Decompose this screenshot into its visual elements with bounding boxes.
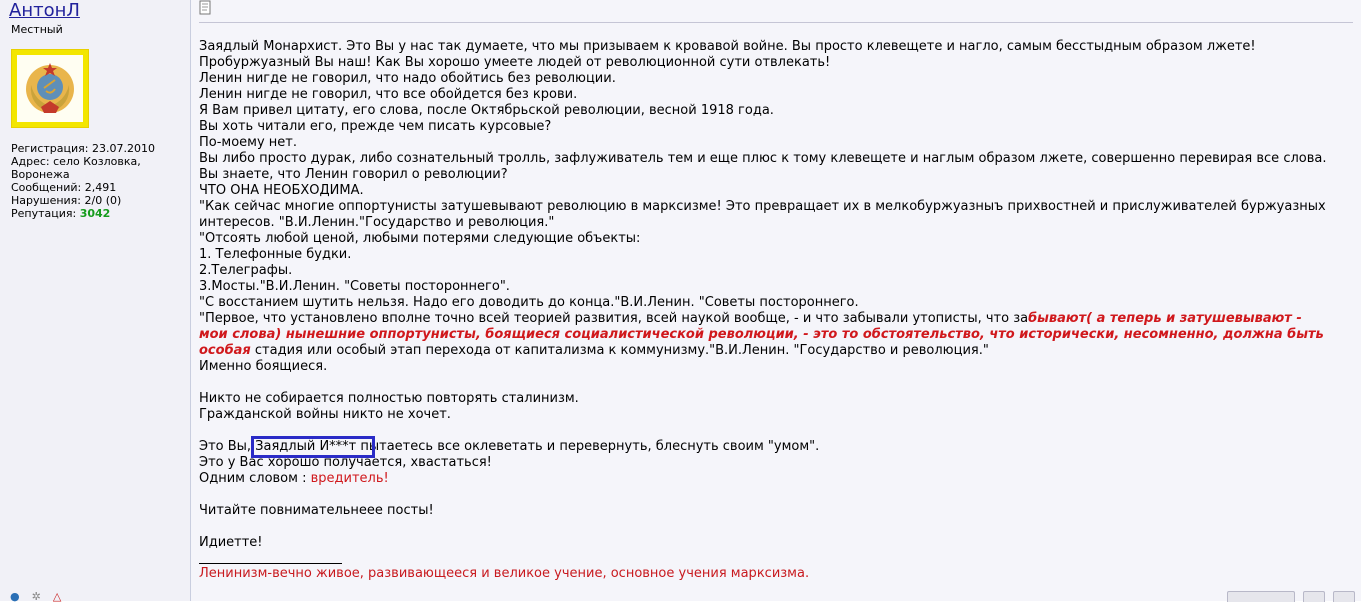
one-word-red: вредитель! xyxy=(310,471,389,486)
address-line-1: Адрес: село Козловка, xyxy=(11,155,141,168)
message-line: Пробуржуазный Вы наш! Как Вы хорошо умеете людей от революционной сути отвлекать! xyxy=(199,55,831,70)
message-line: "Отсоять любой ценой, любыми потерями следующие объекты: xyxy=(199,231,641,246)
online-status-icon[interactable]: ● xyxy=(10,590,20,603)
message-count: Сообщений: 2,491 xyxy=(11,181,117,194)
violations: Нарушения: 2/0 (0) xyxy=(11,194,122,207)
message-line: Это Вы, Заядлый И***т пытаетесь все оклеветать и перевернуть, блеснуть своим "умом". xyxy=(199,439,820,454)
quote-line xyxy=(199,343,1349,359)
message-line xyxy=(199,471,1349,487)
message-line: По-моему нет. xyxy=(199,135,298,150)
blank-line xyxy=(199,519,1349,535)
reputation-value: 3042 xyxy=(79,207,111,220)
user-sidebar xyxy=(0,0,191,601)
user-action-icons xyxy=(10,592,61,601)
post-action-buttons xyxy=(1227,591,1355,602)
settings-icon[interactable]: ✲ xyxy=(31,590,41,603)
message-line: Вы хоть читали его, прежде чем писать курсовые? xyxy=(199,119,552,134)
message-line: Это у Вас хорошо получается, хвастаться! xyxy=(199,455,492,470)
post-header-divider xyxy=(199,22,1353,23)
post-message xyxy=(199,39,1349,551)
address-line-2: Воронежа xyxy=(11,168,70,181)
reputation xyxy=(11,207,155,220)
message-line: Вы знаете, что Ленин говорил о революции? xyxy=(199,167,508,182)
message-line: Идиетте! xyxy=(199,535,263,550)
quote-text: стадия или особый этап перехода от капитализма к коммунизму."В.И.Ленин. "Государство и революция." xyxy=(250,343,989,358)
one-word-text: Одним словом : xyxy=(199,471,311,486)
post-body xyxy=(191,0,1361,601)
report-warning-icon[interactable]: △ xyxy=(52,590,62,603)
message-line: Именно боящиеся. xyxy=(199,359,328,374)
message-line: Ленин нигде не говорил, что надо обойтись без революции. xyxy=(199,71,616,86)
multiquote-button[interactable] xyxy=(1303,591,1325,602)
avatar[interactable] xyxy=(11,49,89,128)
user-title: Местный xyxy=(11,23,63,36)
username-link[interactable]: АнтонЛ xyxy=(9,0,80,21)
message-line: Ленин нигде не говорил, что все обойдется без крови. xyxy=(199,87,578,102)
message-line: Никто не собирается полностью повторять сталинизм. xyxy=(199,391,579,406)
signature-divider xyxy=(199,563,342,564)
reputation-label: Репутация: xyxy=(11,207,77,220)
highlight-annotation-box xyxy=(251,436,375,458)
quote-emphasis-line: мои слова) нынешние оппортунисты, боящиеся социалистической революции, - это то обстоятельство, что исторически, несомненно, должна быть xyxy=(199,327,1324,342)
message-line: 2.Телеграфы. xyxy=(199,263,293,278)
registration-date: Регистрация: 23.07.2010 xyxy=(11,142,155,155)
message-line: интересов. "В.И.Ленин."Государство и революция." xyxy=(199,215,555,230)
reply-button[interactable] xyxy=(1333,591,1355,602)
quote-emphasis: бывают( а теперь и затушевывают - xyxy=(1028,311,1302,326)
user-info xyxy=(11,142,155,220)
message-line: Заядлый Монархист. Это Вы у нас так думаете, что мы призываем к кровавой войне. Вы просто клевещете и нагло, самым бесстыдным образом лжете! xyxy=(199,39,1256,54)
message-line: "С восстанием шутить нельзя. Надо его доводить до конца."В.И.Ленин. "Советы постороннего. xyxy=(199,295,859,310)
message-line: Вы либо просто дурак, либо сознательный тролль, зафлуживатель тем и еще плюс к тому клевещете и наглым образом лжете, совершенно перевирая все слова. xyxy=(199,151,1327,166)
message-line: Гражданской войны никто не хочет. xyxy=(199,407,451,422)
quote-line xyxy=(199,311,1349,327)
quote-text: "Первое, что установлено вполне точно всей теорией развития, всей наукой вообще, - и что забывали утописты, что за xyxy=(199,311,1029,326)
message-line: ЧТО ОНА НЕОБХОДИМА. xyxy=(199,183,364,198)
message-line: 3.Мосты."В.И.Ленин. "Советы постороннего". xyxy=(199,279,510,294)
message-line: 1. Телефонные будки. xyxy=(199,247,352,262)
quote-emphasis: особая xyxy=(199,343,251,358)
message-line: Я Вам привел цитату, его слова, после Октябрьской революции, весной 1918 года. xyxy=(199,103,774,118)
message-line: Читайте повнимательнеее посты! xyxy=(199,503,434,518)
soviet-emblem-icon xyxy=(17,55,83,122)
signature: Ленинизм-вечно живое, развивающееся и великое учение, основное учения марксизма. xyxy=(199,566,810,581)
post-icon xyxy=(199,0,213,20)
message-line: "Как сейчас многие оппортунисты затушевывают революцию в марксизме! Это превращает их в мелкобуржуазныъ прихвостней и прислуживателей буржуазных xyxy=(199,199,1326,214)
blank-line xyxy=(199,487,1349,503)
blank-line xyxy=(199,375,1349,391)
quote-button[interactable] xyxy=(1227,591,1295,602)
